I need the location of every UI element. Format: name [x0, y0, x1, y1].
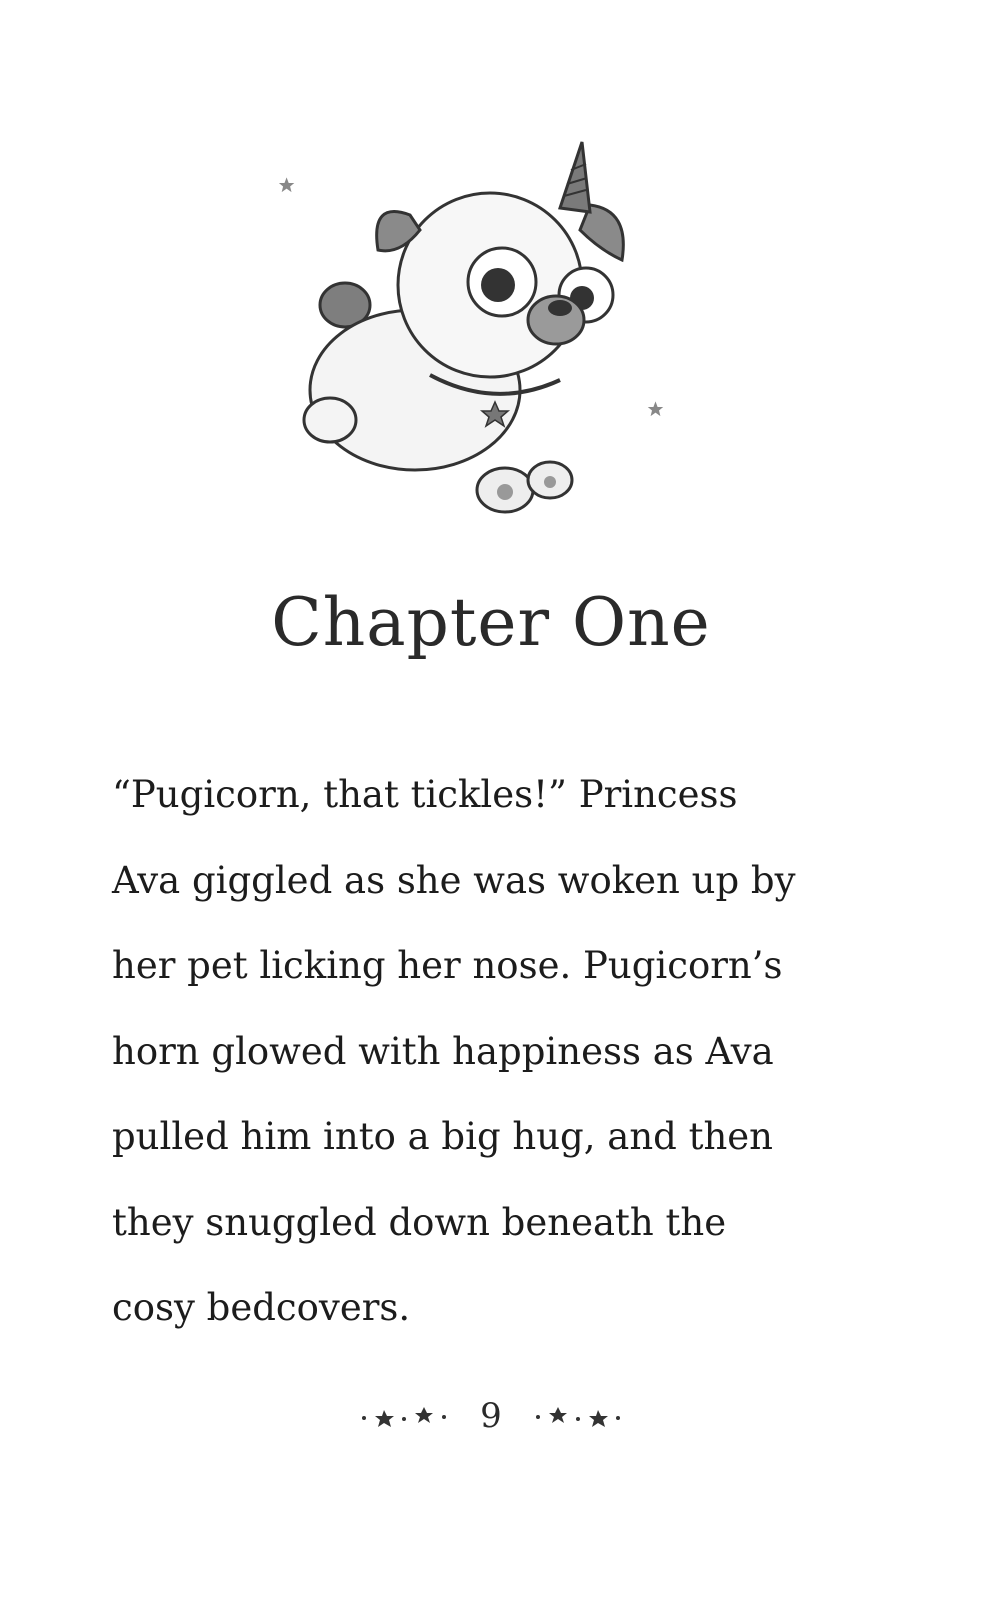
page-number: 9: [480, 1396, 502, 1436]
pugicorn-illustration: [260, 120, 680, 560]
sparkle-icon: [279, 177, 294, 192]
body-line: Ava giggled as she was woken up by: [112, 858, 796, 902]
sparkle-icon: [648, 401, 663, 416]
page-footer: [0, 1394, 982, 1438]
star-dots-ornament-icon: [356, 1404, 466, 1428]
pugicorn-drawing: [260, 120, 680, 560]
body-line: her pet licking her nose. Pugicorn’s: [112, 944, 783, 987]
chapter-body: [112, 752, 872, 1351]
star-dots-ornament-icon: [516, 1404, 626, 1428]
body-line: horn glowed with happiness as Ava: [112, 1029, 774, 1073]
body-line: pulled him into a big hug, and then: [112, 1115, 774, 1158]
chapter-title: Chapter One: [271, 584, 711, 661]
body-line: “Pugicorn, that tickles!” Princess: [112, 773, 738, 816]
body-line: cosy bedcovers.: [112, 1286, 411, 1329]
body-line: they snuggled down beneath the: [112, 1200, 727, 1244]
